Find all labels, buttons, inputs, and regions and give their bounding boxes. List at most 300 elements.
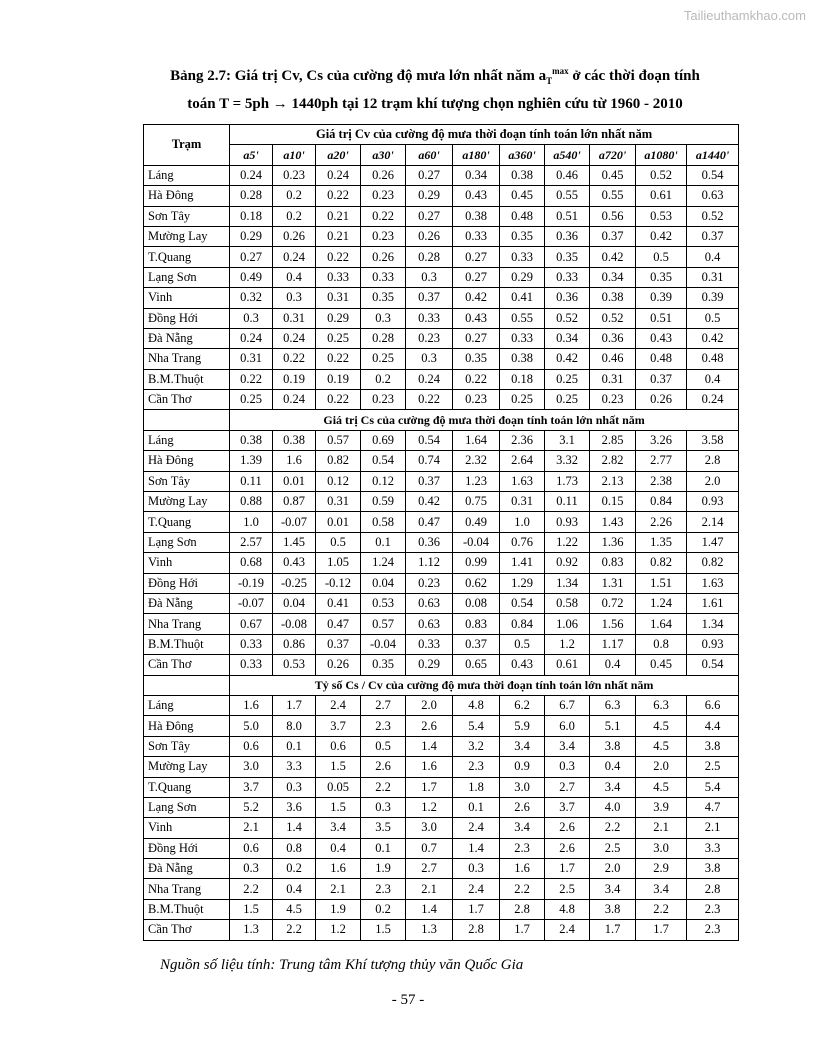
- value-cell: 0.92: [545, 553, 590, 573]
- value-cell: 4.8: [453, 695, 500, 715]
- station-name: Đồng Hới: [144, 573, 230, 593]
- table-row: [144, 308, 739, 328]
- value-cell: 1.7: [453, 899, 500, 919]
- value-cell: 0.83: [590, 553, 636, 573]
- value-cell: -0.25: [273, 573, 316, 593]
- value-cell: 0.25: [361, 349, 406, 369]
- value-cell: 0.3: [230, 859, 273, 879]
- station-name: Lạng Sơn: [144, 797, 230, 817]
- station-name: Đà Nẵng: [144, 328, 230, 348]
- value-cell: 0.33: [230, 634, 273, 654]
- value-cell: 0.38: [590, 288, 636, 308]
- value-cell: 0.45: [500, 186, 545, 206]
- value-cell: 3.7: [545, 797, 590, 817]
- value-cell: 0.26: [361, 247, 406, 267]
- value-cell: 4.0: [590, 797, 636, 817]
- value-cell: 1.4: [406, 899, 453, 919]
- value-cell: 0.5: [687, 308, 739, 328]
- value-cell: 0.87: [273, 492, 316, 512]
- value-cell: 5.9: [500, 716, 545, 736]
- value-cell: 1.6: [316, 859, 361, 879]
- value-cell: 3.4: [590, 777, 636, 797]
- value-cell: 0.57: [316, 430, 361, 450]
- value-cell: 3.5: [361, 818, 406, 838]
- value-cell: 0.33: [230, 655, 273, 675]
- value-cell: 0.22: [230, 369, 273, 389]
- value-cell: 0.18: [500, 369, 545, 389]
- value-cell: 0.42: [453, 288, 500, 308]
- table-row: [144, 226, 739, 246]
- station-name: Hà Đông: [144, 716, 230, 736]
- station-name: Lạng Sơn: [144, 532, 230, 552]
- value-cell: 0.04: [273, 593, 316, 613]
- value-cell: 2.2: [636, 899, 687, 919]
- value-cell: 0.25: [545, 390, 590, 410]
- value-cell: 2.57: [230, 532, 273, 552]
- value-cell: 3.1: [545, 430, 590, 450]
- value-cell: 0.27: [453, 267, 500, 287]
- value-cell: 1.7: [273, 695, 316, 715]
- value-cell: 0.29: [230, 226, 273, 246]
- value-cell: 2.1: [687, 818, 739, 838]
- value-cell: 1.2: [545, 634, 590, 654]
- value-cell: 1.51: [636, 573, 687, 593]
- value-cell: 0.61: [636, 186, 687, 206]
- value-cell: 0.25: [230, 390, 273, 410]
- value-cell: 1.56: [590, 614, 636, 634]
- value-cell: 0.08: [453, 593, 500, 613]
- value-cell: 0.1: [361, 838, 406, 858]
- value-cell: 0.33: [500, 328, 545, 348]
- value-cell: 0.84: [636, 492, 687, 512]
- table-row: [144, 328, 739, 348]
- station-name: Mường Lay: [144, 226, 230, 246]
- value-cell: 0.31: [687, 267, 739, 287]
- value-cell: 2.38: [636, 471, 687, 491]
- value-cell: 0.56: [590, 206, 636, 226]
- value-cell: 0.4: [687, 369, 739, 389]
- value-cell: 0.22: [316, 186, 361, 206]
- value-cell: 0.21: [316, 226, 361, 246]
- value-cell: 0.33: [545, 267, 590, 287]
- value-cell: 1.7: [406, 777, 453, 797]
- value-cell: 0.38: [500, 165, 545, 185]
- value-cell: 4.7: [687, 797, 739, 817]
- value-cell: 0.12: [361, 471, 406, 491]
- value-cell: 1.5: [316, 757, 361, 777]
- value-cell: 0.05: [316, 777, 361, 797]
- value-cell: 1.61: [687, 593, 739, 613]
- value-cell: 0.22: [453, 369, 500, 389]
- value-cell: 1.2: [316, 920, 361, 940]
- station-name: Đồng Hới: [144, 838, 230, 858]
- station-name: Cần Thơ: [144, 390, 230, 410]
- value-cell: 0.3: [230, 308, 273, 328]
- table-row: [144, 451, 739, 471]
- table-row: [144, 818, 739, 838]
- value-cell: 0.3: [406, 349, 453, 369]
- value-cell: 0.4: [687, 247, 739, 267]
- value-cell: 3.0: [406, 818, 453, 838]
- value-cell: 0.58: [361, 512, 406, 532]
- value-cell: 0.29: [406, 655, 453, 675]
- value-cell: 2.4: [545, 920, 590, 940]
- caption-prefix: Bảng 2.7: Giá trị Cv, Cs của cường độ mưa lớn nhất năm a: [170, 68, 547, 84]
- value-cell: 0.51: [636, 308, 687, 328]
- table-row: [144, 186, 739, 206]
- value-cell: 2.4: [453, 879, 500, 899]
- value-cell: 0.29: [406, 186, 453, 206]
- value-cell: 0.25: [545, 369, 590, 389]
- value-cell: 0.32: [230, 288, 273, 308]
- value-cell: 0.19: [273, 369, 316, 389]
- value-cell: 0.47: [406, 512, 453, 532]
- table-row: [144, 899, 739, 919]
- watermark-text: Tailieuthamkhao.com: [683, 8, 806, 23]
- value-cell: 1.23: [453, 471, 500, 491]
- value-cell: 2.2: [230, 879, 273, 899]
- value-cell: 3.7: [316, 716, 361, 736]
- value-cell: 0.53: [636, 206, 687, 226]
- value-cell: -0.19: [230, 573, 273, 593]
- station-name: Nha Trang: [144, 879, 230, 899]
- station-header: Trạm: [144, 125, 230, 166]
- value-cell: 3.4: [500, 818, 545, 838]
- value-cell: 1.47: [687, 532, 739, 552]
- value-cell: 1.63: [687, 573, 739, 593]
- value-cell: 0.42: [590, 247, 636, 267]
- value-cell: -0.04: [361, 634, 406, 654]
- value-cell: 0.37: [590, 226, 636, 246]
- value-cell: 0.26: [361, 165, 406, 185]
- value-cell: 0.62: [453, 573, 500, 593]
- value-cell: 0.42: [636, 226, 687, 246]
- value-cell: 0.15: [590, 492, 636, 512]
- value-cell: 0.24: [316, 165, 361, 185]
- value-cell: 0.25: [316, 328, 361, 348]
- value-cell: 5.1: [590, 716, 636, 736]
- value-cell: 0.82: [636, 553, 687, 573]
- value-cell: 2.85: [590, 430, 636, 450]
- value-cell: 1.7: [500, 920, 545, 940]
- value-cell: 2.3: [361, 716, 406, 736]
- value-cell: 2.32: [453, 451, 500, 471]
- value-cell: 0.37: [406, 471, 453, 491]
- value-cell: 0.41: [500, 288, 545, 308]
- value-cell: 2.6: [545, 818, 590, 838]
- value-cell: 2.6: [500, 797, 545, 817]
- value-cell: 0.4: [273, 879, 316, 899]
- value-cell: 4.5: [273, 899, 316, 919]
- value-cell: 0.48: [500, 206, 545, 226]
- value-cell: 0.72: [590, 593, 636, 613]
- value-cell: 0.63: [406, 614, 453, 634]
- value-cell: 3.2: [453, 736, 500, 756]
- value-cell: 6.0: [545, 716, 590, 736]
- value-cell: 0.54: [687, 655, 739, 675]
- column-header: a540': [545, 145, 590, 165]
- station-name: Láng: [144, 695, 230, 715]
- value-cell: 0.27: [230, 247, 273, 267]
- value-cell: 1.06: [545, 614, 590, 634]
- value-cell: 0.01: [316, 512, 361, 532]
- value-cell: 0.24: [687, 390, 739, 410]
- value-cell: 3.8: [590, 736, 636, 756]
- value-cell: 0.22: [316, 390, 361, 410]
- table-row: [144, 777, 739, 797]
- value-cell: 0.54: [500, 593, 545, 613]
- value-cell: 2.6: [545, 838, 590, 858]
- column-header-row: [144, 145, 739, 165]
- value-cell: 0.23: [406, 573, 453, 593]
- column-header: a20': [316, 145, 361, 165]
- table-row: [144, 369, 739, 389]
- value-cell: 0.22: [273, 349, 316, 369]
- value-cell: 0.33: [453, 226, 500, 246]
- value-cell: 1.4: [453, 838, 500, 858]
- value-cell: 2.1: [636, 818, 687, 838]
- value-cell: 1.6: [500, 859, 545, 879]
- value-cell: 1.0: [500, 512, 545, 532]
- data-source-note: Nguồn số liệu tính: Trung tâm Khí tượng thủy văn Quốc Gia: [160, 957, 524, 973]
- value-cell: 1.05: [316, 553, 361, 573]
- value-cell: 0.53: [361, 593, 406, 613]
- value-cell: 0.04: [361, 573, 406, 593]
- value-cell: 0.31: [316, 288, 361, 308]
- table-row: [144, 471, 739, 491]
- value-cell: 6.6: [687, 695, 739, 715]
- station-name: Sơn Tây: [144, 736, 230, 756]
- value-cell: 0.3: [361, 308, 406, 328]
- value-cell: 0.82: [316, 451, 361, 471]
- value-cell: 0.55: [590, 186, 636, 206]
- value-cell: 3.4: [590, 879, 636, 899]
- value-cell: 3.3: [687, 838, 739, 858]
- value-cell: 2.77: [636, 451, 687, 471]
- value-cell: 0.5: [316, 532, 361, 552]
- table-row: [144, 879, 739, 899]
- value-cell: 0.33: [361, 267, 406, 287]
- value-cell: 4.4: [687, 716, 739, 736]
- value-cell: 1.36: [590, 532, 636, 552]
- value-cell: 2.2: [361, 777, 406, 797]
- value-cell: 0.23: [273, 165, 316, 185]
- table-row: [144, 838, 739, 858]
- value-cell: 3.0: [230, 757, 273, 777]
- value-cell: 0.67: [230, 614, 273, 634]
- value-cell: 1.73: [545, 471, 590, 491]
- value-cell: 2.82: [590, 451, 636, 471]
- value-cell: 6.2: [500, 695, 545, 715]
- value-cell: 0.24: [273, 328, 316, 348]
- station-name: Sơn Tây: [144, 471, 230, 491]
- value-cell: 0.42: [687, 328, 739, 348]
- table-row: [144, 655, 739, 675]
- value-cell: 2.3: [687, 899, 739, 919]
- value-cell: 0.35: [361, 288, 406, 308]
- value-cell: 0.23: [406, 328, 453, 348]
- table-row: [144, 634, 739, 654]
- value-cell: 1.24: [636, 593, 687, 613]
- value-cell: 0.19: [316, 369, 361, 389]
- value-cell: 0.83: [453, 614, 500, 634]
- value-cell: 2.8: [687, 451, 739, 471]
- value-cell: 0.6: [316, 736, 361, 756]
- value-cell: 0.31: [273, 308, 316, 328]
- station-name: Hà Đông: [144, 186, 230, 206]
- value-cell: 0.12: [316, 471, 361, 491]
- station-name: T.Quang: [144, 247, 230, 267]
- value-cell: 2.8: [453, 920, 500, 940]
- value-cell: 2.5: [590, 838, 636, 858]
- value-cell: 0.37: [636, 369, 687, 389]
- caption-subscript: T: [546, 76, 553, 86]
- value-cell: 0.31: [590, 369, 636, 389]
- value-cell: 3.8: [687, 736, 739, 756]
- station-name: Đà Nẵng: [144, 859, 230, 879]
- value-cell: 0.28: [361, 328, 406, 348]
- value-cell: 3.7: [230, 777, 273, 797]
- value-cell: 2.14: [687, 512, 739, 532]
- value-cell: 0.4: [316, 838, 361, 858]
- value-cell: 0.24: [230, 328, 273, 348]
- value-cell: 2.3: [687, 920, 739, 940]
- value-cell: 0.24: [230, 165, 273, 185]
- value-cell: 0.27: [453, 247, 500, 267]
- value-cell: 2.6: [361, 757, 406, 777]
- value-cell: 1.3: [230, 920, 273, 940]
- value-cell: 0.3: [273, 288, 316, 308]
- value-cell: 0.39: [687, 288, 739, 308]
- section-title: Tỷ số Cs / Cv của cường độ mưa thời đoạn tính toán lớn nhất năm: [230, 675, 739, 695]
- value-cell: 0.36: [406, 532, 453, 552]
- value-cell: 3.6: [273, 797, 316, 817]
- value-cell: 0.7: [406, 838, 453, 858]
- value-cell: 0.34: [453, 165, 500, 185]
- value-cell: 1.6: [230, 695, 273, 715]
- value-cell: 1.35: [636, 532, 687, 552]
- value-cell: 0.55: [500, 308, 545, 328]
- station-name: Lạng Sơn: [144, 267, 230, 287]
- value-cell: 0.48: [636, 349, 687, 369]
- value-cell: 0.57: [361, 614, 406, 634]
- value-cell: 2.4: [316, 695, 361, 715]
- value-cell: 2.0: [636, 757, 687, 777]
- value-cell: 0.84: [500, 614, 545, 634]
- value-cell: 0.5: [500, 634, 545, 654]
- station-name: Vinh: [144, 553, 230, 573]
- value-cell: 1.24: [361, 553, 406, 573]
- value-cell: 0.24: [406, 369, 453, 389]
- value-cell: 2.9: [636, 859, 687, 879]
- value-cell: 0.36: [545, 226, 590, 246]
- value-cell: 0.45: [636, 655, 687, 675]
- value-cell: 0.2: [361, 899, 406, 919]
- value-cell: 0.31: [500, 492, 545, 512]
- station-name: Vinh: [144, 818, 230, 838]
- section-title: Giá trị Cs của cường độ mưa thời đoạn tính toán lớn nhất năm: [230, 410, 739, 430]
- value-cell: 1.9: [316, 899, 361, 919]
- table-row: [144, 390, 739, 410]
- value-cell: 0.75: [453, 492, 500, 512]
- column-header: a60': [406, 145, 453, 165]
- value-cell: 2.5: [545, 879, 590, 899]
- value-cell: 0.23: [361, 226, 406, 246]
- value-cell: 0.29: [316, 308, 361, 328]
- value-cell: 0.59: [361, 492, 406, 512]
- value-cell: 0.27: [453, 328, 500, 348]
- station-name: B.M.Thuột: [144, 899, 230, 919]
- column-header: a5': [230, 145, 273, 165]
- value-cell: 1.7: [636, 920, 687, 940]
- table-row: [144, 267, 739, 287]
- value-cell: 0.2: [273, 206, 316, 226]
- value-cell: 5.0: [230, 716, 273, 736]
- value-cell: 1.2: [406, 797, 453, 817]
- value-cell: 2.36: [500, 430, 545, 450]
- value-cell: 6.3: [590, 695, 636, 715]
- value-cell: 0.49: [453, 512, 500, 532]
- value-cell: 0.46: [590, 349, 636, 369]
- value-cell: 0.34: [545, 328, 590, 348]
- station-name: Sơn Tây: [144, 206, 230, 226]
- value-cell: 0.24: [273, 390, 316, 410]
- value-cell: 2.13: [590, 471, 636, 491]
- value-cell: 0.42: [406, 492, 453, 512]
- value-cell: 0.93: [545, 512, 590, 532]
- value-cell: 3.0: [500, 777, 545, 797]
- value-cell: 2.1: [230, 818, 273, 838]
- value-cell: 0.38: [273, 430, 316, 450]
- value-cell: 3.9: [636, 797, 687, 817]
- value-cell: 3.4: [316, 818, 361, 838]
- value-cell: 3.4: [636, 879, 687, 899]
- station-name: B.M.Thuột: [144, 634, 230, 654]
- value-cell: 1.34: [687, 614, 739, 634]
- value-cell: 0.2: [273, 186, 316, 206]
- value-cell: 0.35: [453, 349, 500, 369]
- value-cell: 1.63: [500, 471, 545, 491]
- value-cell: 0.5: [636, 247, 687, 267]
- value-cell: 0.25: [500, 390, 545, 410]
- value-cell: 1.39: [230, 451, 273, 471]
- value-cell: 0.3: [273, 777, 316, 797]
- section-header-row: [144, 675, 739, 695]
- value-cell: 4.8: [545, 899, 590, 919]
- value-cell: 0.53: [273, 655, 316, 675]
- value-cell: 0.69: [361, 430, 406, 450]
- value-cell: 1.64: [636, 614, 687, 634]
- value-cell: 0.52: [687, 206, 739, 226]
- value-cell: 0.21: [316, 206, 361, 226]
- value-cell: 0.22: [361, 206, 406, 226]
- value-cell: 0.43: [273, 553, 316, 573]
- caption-suffix: ở các thời đoạn tính: [568, 68, 700, 84]
- value-cell: 0.63: [406, 593, 453, 613]
- value-cell: 1.5: [230, 899, 273, 919]
- value-cell: 0.31: [316, 492, 361, 512]
- value-cell: 0.22: [406, 390, 453, 410]
- value-cell: 0.3: [361, 797, 406, 817]
- value-cell: 0.1: [453, 797, 500, 817]
- section-blank-cell: [144, 410, 230, 430]
- cv-cs-table: [143, 124, 739, 941]
- table-caption-line1: [130, 66, 740, 86]
- value-cell: 1.41: [500, 553, 545, 573]
- value-cell: 0.52: [636, 165, 687, 185]
- value-cell: 0.33: [500, 247, 545, 267]
- value-cell: 0.23: [361, 186, 406, 206]
